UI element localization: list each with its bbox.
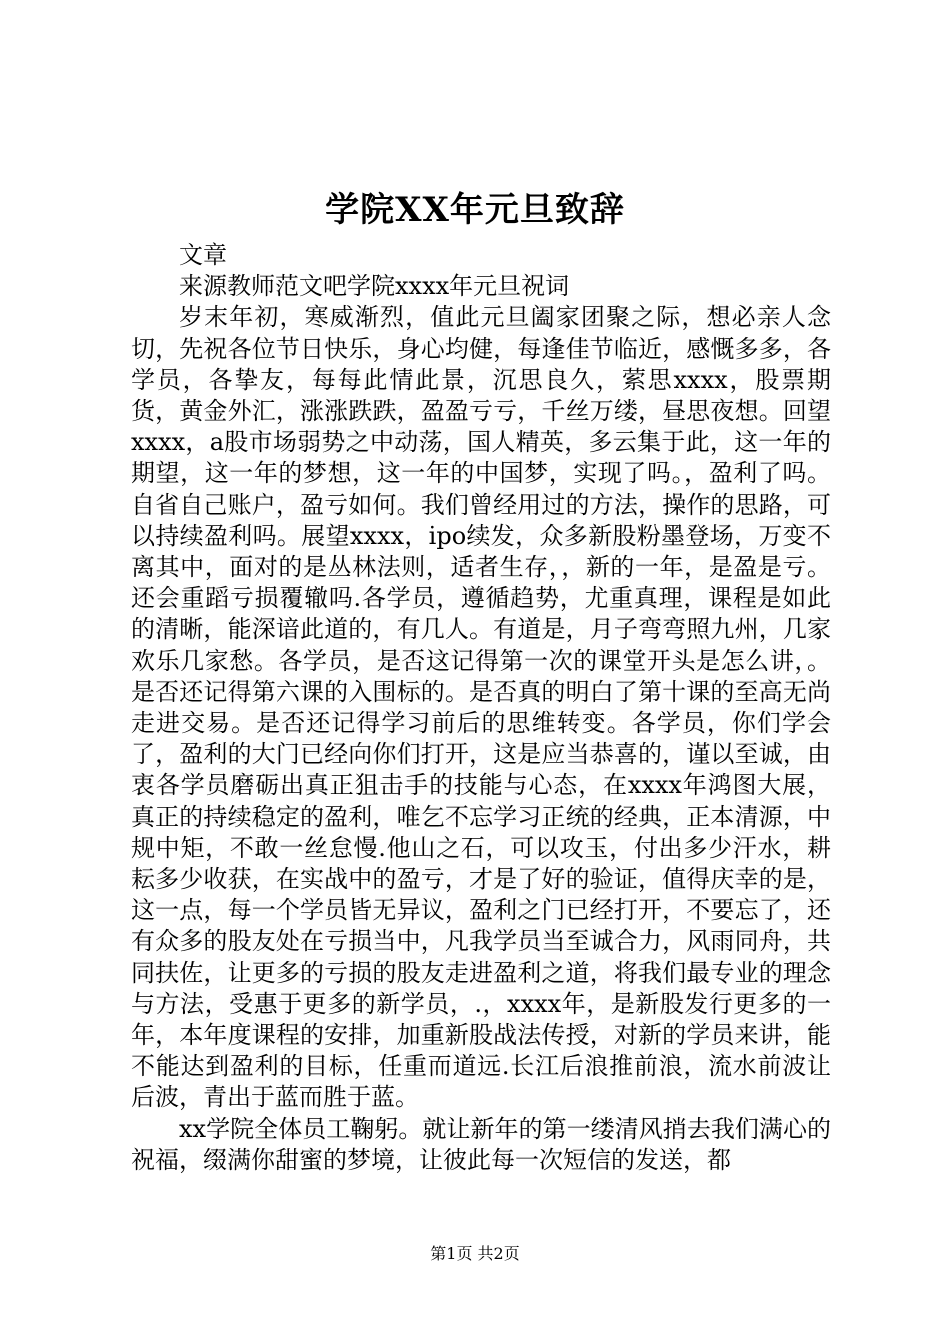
paragraph-closing: xx学院全体员工鞠躬。就让新年的第一缕清风捎去我们满心的祝福，缀满你甜蜜的梦境，让彼此每一次短信的发送，都 [131, 1114, 831, 1174]
document-title: 学院XX年元旦致辞 [325, 190, 625, 230]
paragraph-source: 来源教师范文吧学院xxxx年元旦祝词 [179, 272, 570, 301]
document-body [131, 240, 831, 1176]
page-number-footer: 第1页 共2页 [430, 1244, 520, 1263]
paragraph-main: 岁末年初，寒威渐烈，值此元旦阖家团聚之际，想必亲人念切，先祝各位节日快乐，身心均健，每逢佳节临近，感慨多多，各学员，各挚友，每每此情此景，沉思良久，萦思xxxx，股票期货，黄金外汇，涨涨跌跌，盈盈亏亏，千丝万缕，昼思夜想。回望xxxx，a股市场弱势之中动荡，国人精英，多云集于此，这一年的期望，这一年的梦想，这一年的中国梦，实现了吗。，盈利了吗。自省自己账户，盈亏如何。我们曾经用过的方法，操作的思路，可以持续盈利吗。展望xxxx，ipo续发，众多新股粉墨登场，万变不离其中，面对的是丛林法则，适者生存，，新的一年，是盈是亏。还会重蹈亏损覆辙吗.各学员，遵循趋势，尤重真理，课程是如此的清晰，能深谙此道的，有几人。有道是，月子弯弯照九州，几家欢乐几家愁。各学员，是否这记得第一次的课堂开头是怎么讲，。是否还记得第六课的入围标的。是否真的明白了第十课的至高无尚走进交易。是否还记得学习前后的思维转变。各学员，你们学会了，盈利的大门已经向你们打开，这是应当恭喜的，谨以至诚，由衷各学员磨砺出真正狙击手的技能与心态，在xxxx年鸿图大展，真正的持续稳定的盈利，唯乞不忘学习正统的经典，正本清源，中规中矩，不敢一丝怠慢.他山之石，可以攻玉，付出多少汗水，耕耘多少收获，在实战中的盈亏，才是了好的验证，值得庆幸的是，这一点，每一个学员皆无异议，盈利之门已经打开，不要忘了，还有众多的股友处在亏损当中，凡我学员当至诚合力，风雨同舟，共同扶佐，让更多的亏损的股友走进盈利之道，将我们最专业的理念与方法，受惠于更多的新学员，.，xxxx年，是新股发行更多的一年，本年度课程的安排，加重新股战法传授，对新的学员来讲，能不能达到盈利的目标，任重而道远.长江后浪推前浪，流水前波让后波，青出于蓝而胜于蓝。 [131, 303, 831, 1112]
paragraph-label: 文章 [179, 241, 227, 269]
